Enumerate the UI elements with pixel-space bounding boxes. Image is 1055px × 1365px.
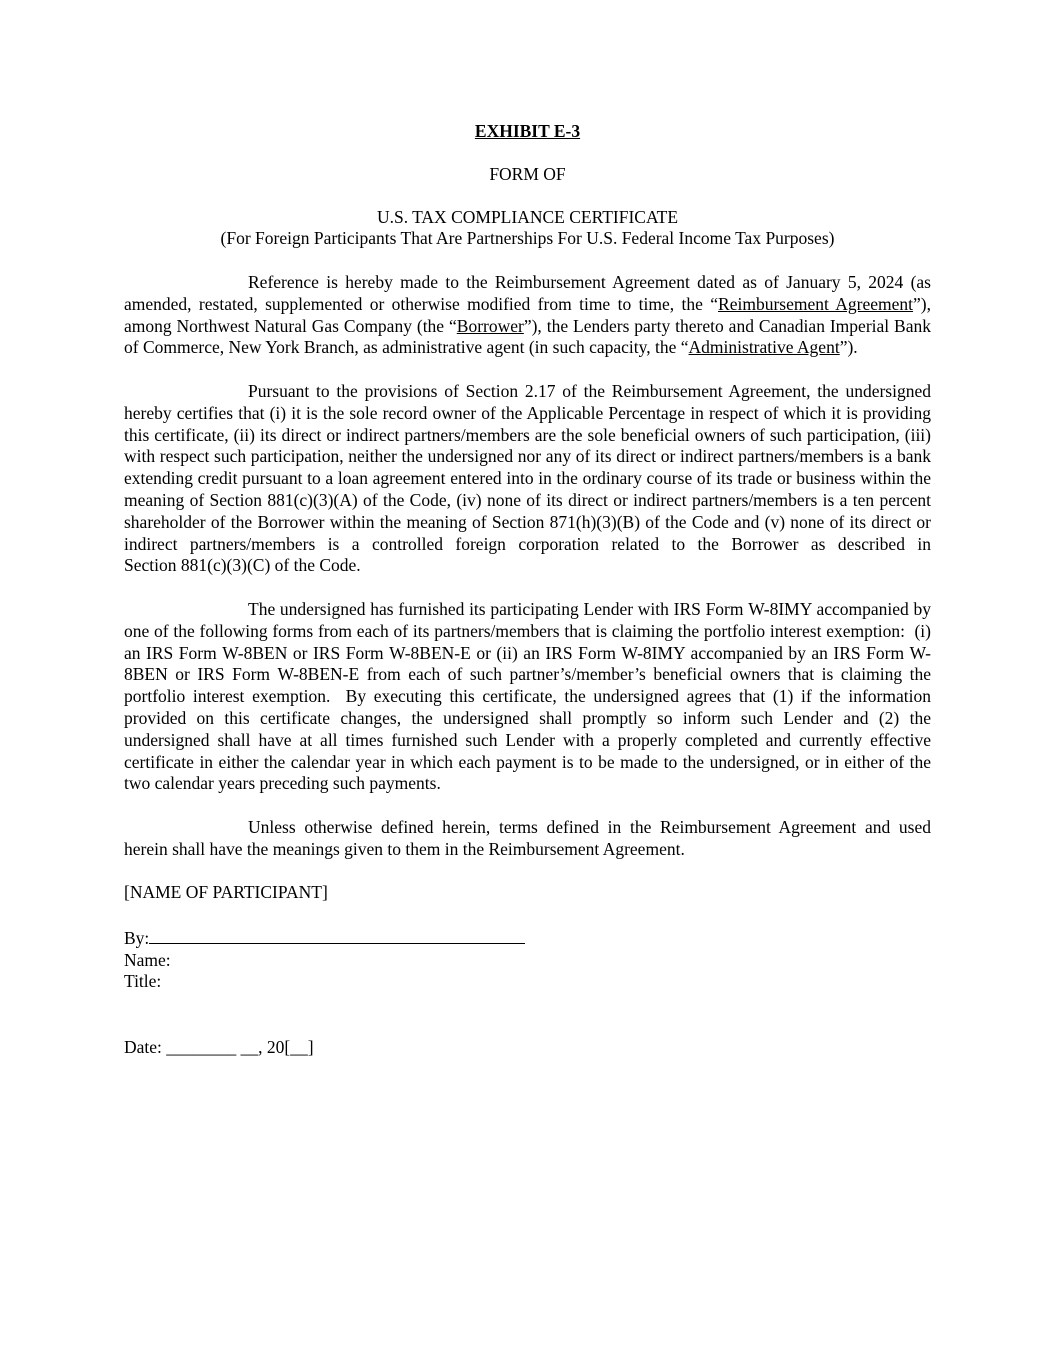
certification-paragraph: Pursuant to the provisions of Section 2.17 of the Reimbursement Agreement, the undersigned hereby certifies that (i) it is the sole record owner of the Applicable Percentage in respect of which it is providing this certificate, (ii) its direct or indirect partners/members are the sole beneficial owners of such participation, (iii) with respect such participation, neither the undersigned nor any of its direct or indirect partners/members is a bank extending credit pursuant to a loan agreement entered into in the ordinary course of its trade or business within the meaning of Section 881(c)(3)(A) of the Code, (iv) none of its direct or indirect partners/members is a ten percent shareholder of the Borrower within the meaning of Section 871(h)(3)(B) of the Code and (v) none of its direct or indirect partners/members is a controlled foreign corporation related to the Borrower as described in Section 881(c)(3)(C) of the Code. — [124, 380, 931, 576]
reference-text-1: Reference is hereby made to the Reimbursement Agreement dated as of January 5, 2024 (as amended, restated, supplemented or otherwise modified from time to time, the “ — [124, 271, 931, 314]
forms-paragraph: The undersigned has furnished its participating Lender with IRS Form W-8IMY accompanied by one of the following forms from each of its partners/members that is claiming the portfolio interest exemption: (i) an IRS Form W-8BEN or IRS Form W-8BEN-E or (ii) an IRS Form W-8IMY accompanied by an IRS Form W-8BEN or IRS Form W-8BEN-E from each of such partner’s/member’s beneficial owners that is claiming the portfolio interest exemption. By executing this certificate, the undersigned agrees that (1) if the information provided on this certificate changes, the undersigned shall promptly so inform such Lender and (2) the undersigned shall have at all times furnished such Lender with a properly completed and currently effective certificate in either the calendar year in which each payment is to be made to the undersigned, or in either of the two calendar years preceding such payments. — [124, 598, 931, 794]
form-of-heading: FORM OF — [489, 163, 566, 184]
reference-text-2: ”), among Northwest Natural Gas Company (the “ — [124, 293, 931, 336]
defined-term-administrative-agent: Administrative Agent — [688, 337, 840, 358]
reference-paragraph — [124, 272, 931, 359]
date-line: Date: ________ __, 20[__] — [124, 1036, 314, 1057]
defined-term-reimbursement-agreement: Reimbursement Agreement — [718, 293, 914, 314]
signature-block — [124, 926, 931, 993]
signature-line[interactable] — [149, 926, 525, 944]
definitions-paragraph: Unless otherwise defined herein, terms defined in the Reimbursement Agreement and used herein shall have the meanings given to them in the Reimbursement Agreement. — [124, 816, 931, 859]
by-label: By: — [124, 927, 150, 948]
reference-text-3: ”), the Lenders party thereto and Canadian Imperial Bank of Commerce, New York Branch, as administrative agent (in such capacity, the “ — [124, 315, 931, 358]
document-page — [124, 121, 931, 1059]
defined-term-borrower: Borrower — [456, 315, 524, 336]
title-label: Title: — [124, 971, 162, 992]
signature-by-row — [124, 926, 931, 950]
participant-name-placeholder: [NAME OF PARTICIPANT] — [124, 882, 328, 903]
name-label: Name: — [124, 949, 171, 970]
certificate-subtitle: (For Foreign Participants That Are Partnerships For U.S. Federal Income Tax Purposes) — [220, 228, 835, 249]
certificate-title: U.S. TAX COMPLIANCE CERTIFICATE — [376, 206, 679, 227]
reference-text-4: ”). — [839, 337, 858, 358]
exhibit-heading: EXHIBIT E-3 — [474, 121, 581, 141]
